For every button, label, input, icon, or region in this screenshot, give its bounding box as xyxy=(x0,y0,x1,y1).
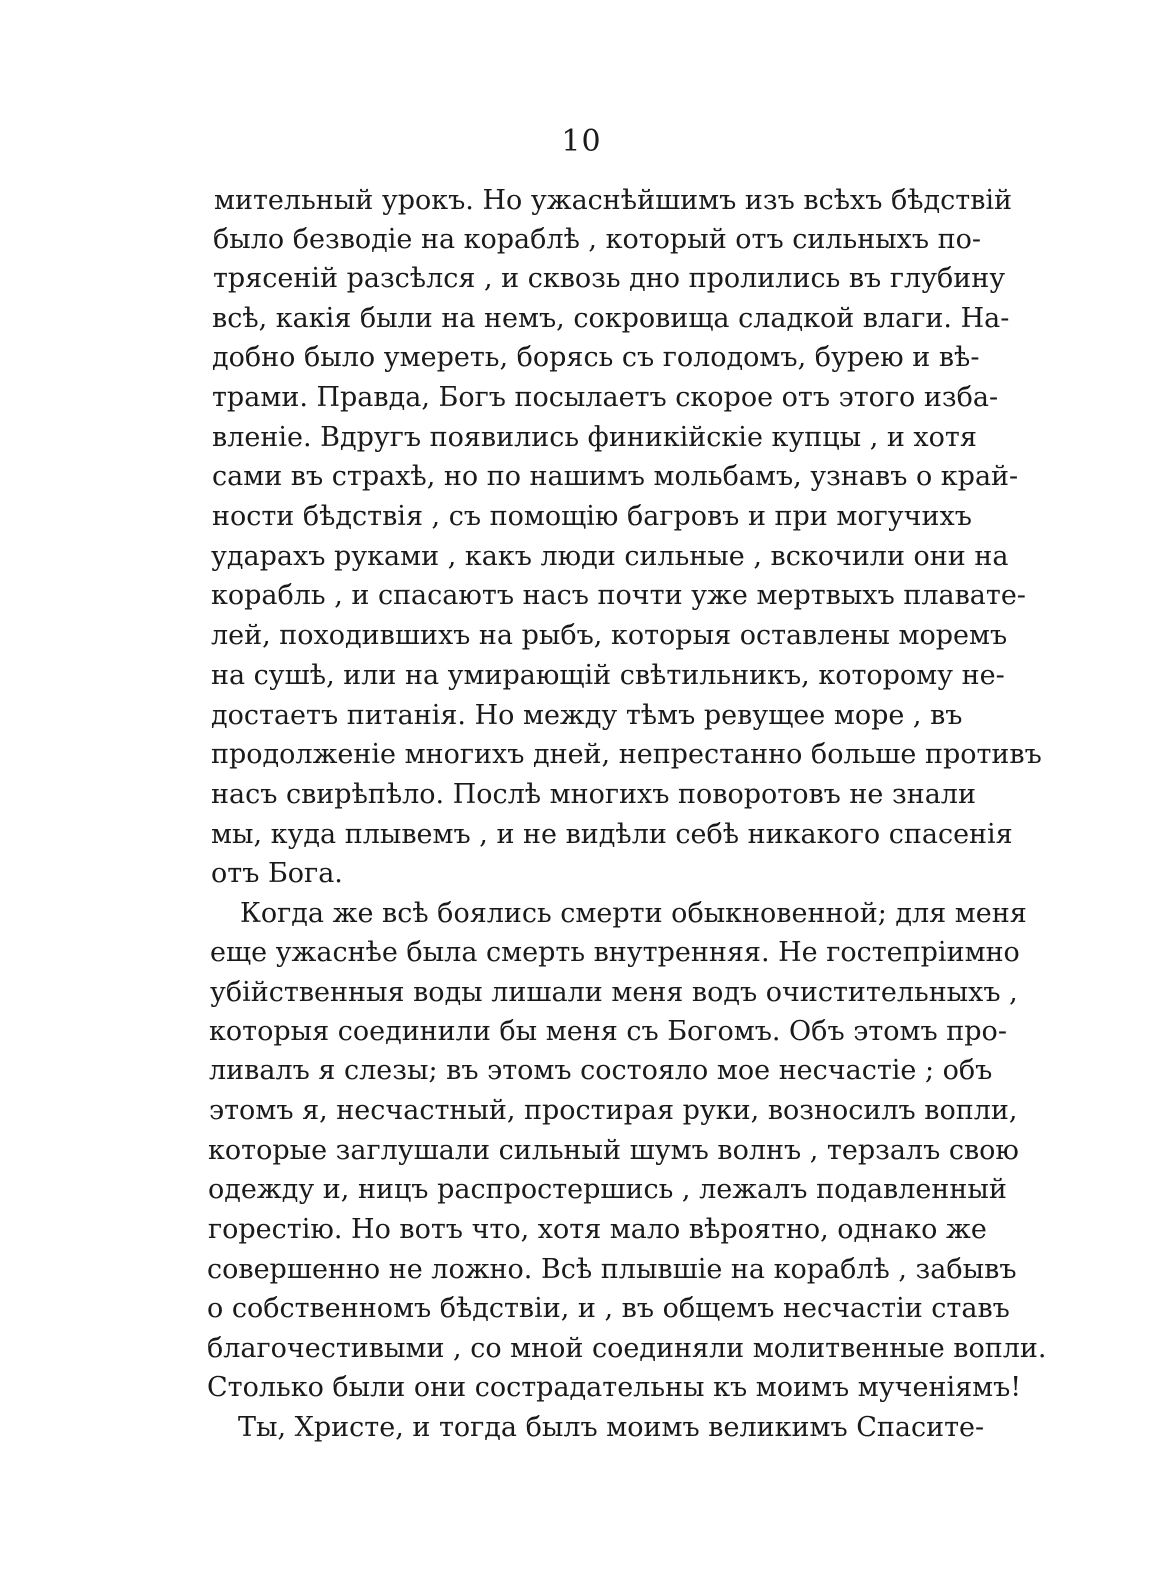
text-line: Ты, Христе, и тогда былъ моимъ великимъ Спасите- xyxy=(238,1412,985,1443)
text-line: сами въ страхѣ, но по нашимъ мольбамъ, узнавъ о край- xyxy=(212,461,1019,492)
text-line: одежду и, ницъ распростершись , лежалъ подавленный xyxy=(208,1174,1007,1205)
text-line: ливалъ я слезы; въ этомъ состояло мое несчастіе ; объ xyxy=(209,1055,993,1086)
text-line: лей, походившихъ на рыбъ, которыя оставлены моремъ xyxy=(211,620,1008,651)
text-line: еще ужаснѣе была смерть внутренняя. Не гостепріимно xyxy=(210,937,1020,968)
text-line: мы, куда плывемъ , и не видѣли себѣ никакого спасенія xyxy=(211,819,1013,850)
text-line: вленіе. Вдругъ появились финикійскіе купцы , и хотя xyxy=(212,422,977,453)
text-line: Столько были они сострадательны къ моимъ мученіямъ! xyxy=(207,1372,1022,1403)
text-line: Когда же всѣ боялись смерти обыкновенной; для меня xyxy=(240,898,1027,929)
text-line: горестію. Но вотъ что, хотя мало вѣроятно, однако же xyxy=(208,1214,987,1245)
text-line: ударахъ руками , какъ люди сильные , вскочили они на xyxy=(211,541,1009,572)
text-line: о собственномъ бѣдствіи, и , въ общемъ несчастіи ставъ xyxy=(207,1293,1010,1324)
text-line: трясеній разсѣлся , и сквозь дно пролились въ глубину xyxy=(213,263,1006,294)
text-line: всѣ, какія были на немъ, сокровища сладкой влаги. На- xyxy=(212,303,1010,334)
text-line: ности бѣдствія , съ помощію багровъ и при могучихъ xyxy=(212,501,972,532)
text-line: достаетъ питанія. Но между тѣмъ ревущее море , въ xyxy=(211,700,963,731)
text-line: мительный урокъ. Но ужаснѣйшимъ изъ всѣхъ бѣдствій xyxy=(214,185,1013,216)
page-number: 10 xyxy=(561,124,602,159)
text-line: совершенно не ложно. Всѣ плывшіе на кораблѣ , забывъ xyxy=(207,1254,1017,1285)
text-line: отъ Бога. xyxy=(211,858,343,889)
text-line: трами. Правда, Богъ посылаетъ скорое отъ этого изба- xyxy=(212,382,999,413)
text-line: убійственныя воды лишали меня водъ очистительныхъ , xyxy=(210,977,1018,1008)
text-line: корабль , и спасаютъ насъ почти уже мертвыхъ плавате- xyxy=(211,580,1026,611)
text-line: на сушѣ, или на умирающій свѣтильникъ, которому не- xyxy=(211,660,1005,691)
text-line: добно было умереть, борясь съ голодомъ, бурею и вѣ- xyxy=(212,342,980,373)
text-line: которыя соединили бы меня съ Богомъ. Объ этомъ про- xyxy=(209,1016,1007,1047)
text-line: которые заглушали сильный шумъ волнъ , терзалъ свою xyxy=(208,1135,1019,1166)
text-line: насъ свирѣпѣло. Послѣ многихъ поворотовъ не знали xyxy=(211,779,976,810)
text-line: благочестивыми , со мной соединяли молитвенные вопли. xyxy=(207,1333,1047,1364)
text-line: продолженіе многихъ дней, непрестанно больше противъ xyxy=(211,739,1042,770)
text-line: этомъ я, несчастный, простирая руки, возносилъ вопли, xyxy=(209,1095,1018,1126)
text-line: было безводіе на кораблѣ , который отъ сильныхъ по- xyxy=(213,224,982,255)
